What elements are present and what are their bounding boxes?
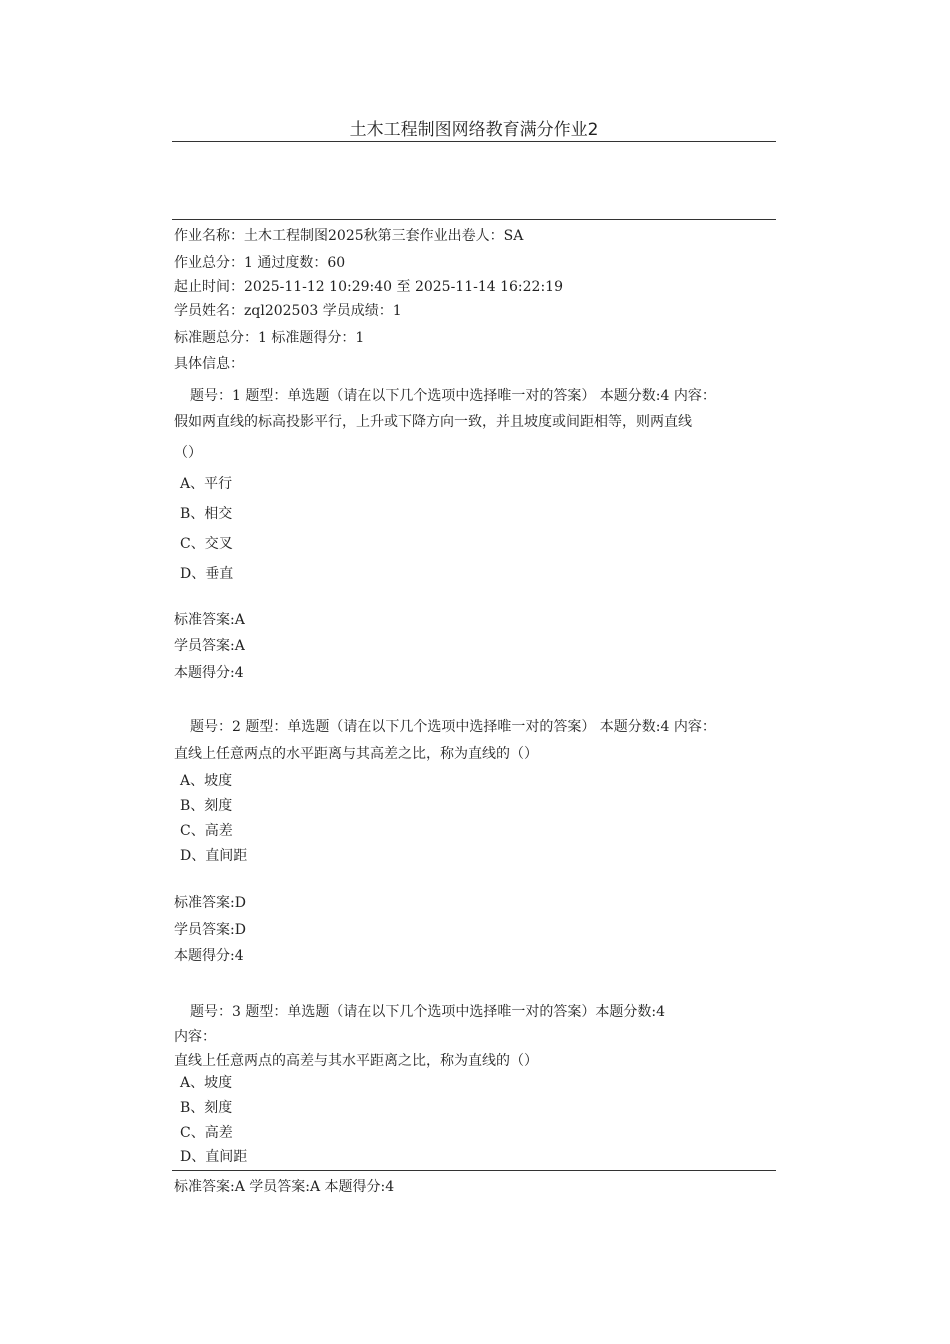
q2-content: 直线上任意两点的水平距离与其高差之比，称为直线的（） bbox=[174, 746, 538, 762]
q1-content: 假如两直线的标高投影平行，上升或下降方向一致，并且坡度或间距相等，则两直线 bbox=[174, 414, 692, 430]
q3-option-b: B、刻度 bbox=[180, 1100, 233, 1116]
q2-student-answer: 学员答案:D bbox=[174, 922, 246, 938]
q1-content-bracket: （） bbox=[174, 445, 202, 461]
q1-score: 本题得分:4 bbox=[174, 665, 244, 681]
document-title: 土木工程制图网络教育满分作业2 bbox=[349, 120, 599, 140]
assignment-total: 作业总分：1 通过度数：60 bbox=[174, 255, 346, 271]
q3-option-d: D、直间距 bbox=[180, 1149, 248, 1165]
q3-bottom-rule bbox=[172, 1170, 776, 1171]
q2-option-c: C、高差 bbox=[180, 823, 233, 839]
q2-standard-answer: 标准答案:D bbox=[174, 895, 246, 911]
q1-student-answer: 学员答案:A bbox=[174, 638, 245, 654]
assignment-name: 作业名称：土木工程制图2025秋第三套作业出卷人：SA bbox=[174, 228, 524, 244]
q2-option-b: B、刻度 bbox=[180, 798, 233, 814]
q3-answer-line: 标准答案:A 学员答案:A 本题得分:4 bbox=[174, 1179, 395, 1195]
q1-option-b: B、相交 bbox=[180, 506, 233, 522]
info-top-rule bbox=[172, 219, 776, 220]
title-underline bbox=[172, 141, 776, 142]
q3-content: 直线上任意两点的高差与其水平距离之比，称为直线的（） bbox=[174, 1053, 538, 1069]
q1-header: 题号：1 题型：单选题（请在以下几个选项中选择唯一对的答案） 本题分数:4 内容： bbox=[190, 388, 716, 404]
standard-score: 标准题总分：1 标准题得分：1 bbox=[174, 330, 365, 346]
q3-header: 题号：3 题型：单选题（请在以下几个选项中选择唯一对的答案）本题分数:4 bbox=[190, 1004, 665, 1020]
q3-content-label: 内容： bbox=[174, 1029, 216, 1045]
assignment-time: 起止时间：2025-11-12 10:29:40 至 2025-11-14 16:22:19 bbox=[174, 279, 563, 295]
q2-option-a: A、坡度 bbox=[180, 773, 233, 789]
q3-option-a: A、坡度 bbox=[180, 1075, 233, 1091]
q3-option-c: C、高差 bbox=[180, 1125, 233, 1141]
q1-option-d: D、垂直 bbox=[180, 566, 234, 582]
q2-option-d: D、直间距 bbox=[180, 848, 248, 864]
detail-label: 具体信息： bbox=[174, 356, 244, 372]
q2-score: 本题得分:4 bbox=[174, 948, 244, 964]
q1-option-c: C、交叉 bbox=[180, 536, 233, 552]
q1-option-a: A、平行 bbox=[180, 476, 233, 492]
student-info: 学员姓名：zql202503 学员成绩：1 bbox=[174, 303, 402, 319]
q2-header: 题号：2 题型：单选题（请在以下几个选项中选择唯一对的答案） 本题分数:4 内容： bbox=[190, 719, 716, 735]
q1-standard-answer: 标准答案:A bbox=[174, 612, 245, 628]
